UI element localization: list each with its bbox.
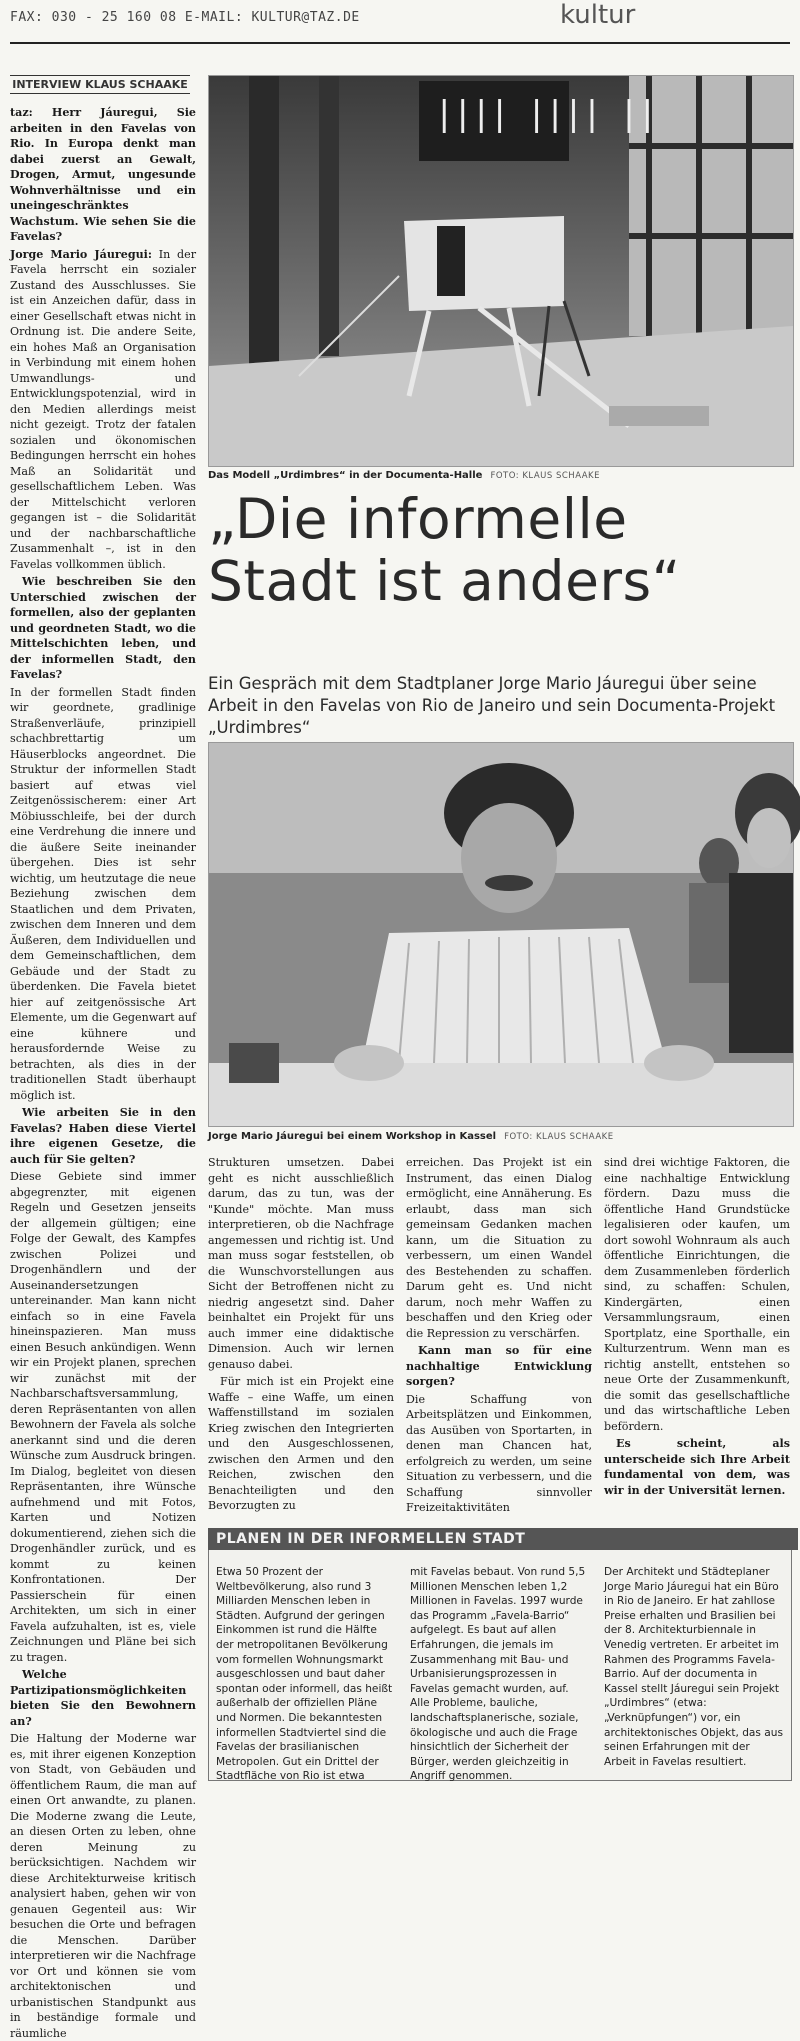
body-column-1 (208, 1155, 394, 1512)
answer-4: Die Haltung der Moderne war es, mit ihrer eigenen Konzeption von Stadt, von Gebäuden und öffentlichem Raum, die man auf einen Ort anwandte, zu planen. Die Moderne zwang die Leute, an diesen Orten zu leben, ohne deren Meinung zu berücksichtigen. Nachdem wir diese Architekturweise kritisch analysiert haben, gehen wir von genauen Gegenteil aus: Wir besuchen die Orte und befragen die Menschen. Darüber interpretieren wir die Nachfrage vor Ort und können sie vom architektonischen und urbanistischen Standpunkt aus in beständige formale und räumliche (10, 1732, 196, 2040)
infobox-column-1-text: Etwa 50 Prozent der Weltbevölkerung, also rund 3 Milliarden Menschen leben in Städten. Aufgrund der geringen Einkommen ist rund die Hälfte der metropolitanen Bevölkerung vom formellen Wohnungsmarkt ausgeschlossen und baut daher spontan oder informell, das heißt außerhalb der offiziellen Pläne und Normen. Die bekanntesten informellen Stadtviertel sind die Favelas der brasilianischen Metropolen. Gut ein Drittel der Stadtfläche von Rio ist etwa (216, 1566, 393, 1783)
body-column-1-paragraph-2: Für mich ist ein Projekt eine Waffe – eine Waffe, um einen Waffenstillstand im sozialen Krieg zwischen den Integrierten und den Ausgeschlossenen, zwischen den Armen und den Reichen, zwischen den Benachteiligten und den Bevorzugten zu (208, 1375, 394, 1512)
model-photo-illustration (209, 76, 793, 466)
question-2: Wie beschreiben Sie den Unterschied zwischen der formellen, also der geplanten und geordneten Stadt, wo die Mittelschichten leben, und der informellen Stadt, den Favelas? (10, 575, 196, 681)
body-column-2-paragraph-2: Die Schaffung von Arbeitsplätzen und Einkommen, das Ausüben von Sportarten, in denen man Chancen hat, erfolgreich zu werden, um seine Situation zu verbessern, und die Schaffung sinnvoller Freizeitaktivitäten (406, 1392, 592, 1514)
photo-workshop (208, 742, 794, 1127)
contact-line: FAX: 030 - 25 160 08 E-MAIL: KULTUR@TAZ.DE (10, 10, 360, 25)
answer-2: In der formellen Stadt finden wir geordnete, gradlinige Straßenverläufe, prinzipiell schachbrettartig um Häuserblocks angeordnet. Die Struktur der informellen Stadt basiert auf etwas viel Zeitgenössischerem: einer Art Möbiusschleife, bei der durch eine Verdrehung die innere und die äußere Seite ineinander übergehen. Dies ist sehr wichtig, um heutzutage die neue Beziehung zwischen dem Staatlichen und dem Privaten, zwischen dem Inneren und dem Äußeren, dem Individuellen und dem Gemeinschaftlichen, dem Gebäude und der Stadt zu überdenken. Die Favela bietet hier auf zeitgenössische Art Elemente, um die Gegenwart auf eine kühnere und herausfordernde Weise zu betrachten, als dies in der traditionellen Stadt überhaupt möglich ist. (10, 685, 196, 1102)
tally-marks: |||| |||| || (434, 94, 656, 134)
question-3: Wie arbeiten Sie in den Favelas? Haben diese Viertel ihre eigenen Gesetze, die auch für Sie gelten? (10, 1106, 196, 1166)
intro-question: taz: Herr Jáuregui, Sie arbeiten in den Favelas von Rio. In Europa denkt man dabei zuerst an Gewalt, Drogen, Armut, ungesunde Wohnverhältnisse und ein uneingeschränktes Wachstum. Wie sehen Sie die Favelas? (10, 106, 196, 243)
subheadline: Ein Gespräch mit dem Stadtplaner Jorge Mario Jáuregui über seine Arbeit in den Favelas von Rio de Janeiro und sein Documenta-Projekt „Urdimbres“ (208, 674, 776, 737)
body-column-1-paragraph-1: Strukturen umsetzen. Dabei geht es nicht ausschließlich darum, das zu tun, was der "Kunde" möchte. Man muss interpretieren, ob die Nachfrage angemessen und richtig ist. Und man muss sogar feststellen, ob die Wunschvorstellungen aus Sicht der Betroffenen nicht zu niedrig angesetzt sind. Daher beinhaltet ein Projekt für uns auch immer eine didaktische Dimension. Auch wir lernen genauso dabei. (208, 1156, 394, 1371)
photo1-caption-text: Das Modell „Urdimbres“ in der Documenta-Halle (208, 470, 483, 481)
headline-line-2: Stadt ist anders“ (208, 549, 681, 613)
photo-model (208, 75, 794, 467)
question-4: Welche Partizipationsmöglichkeiten bieten Sie den Bewohnern an? (10, 1668, 196, 1728)
byline: INTERVIEW KLAUS SCHAAKE (10, 75, 190, 94)
headline-line-1: „Die informelle (208, 487, 628, 551)
infobox-column-2-text: mit Favelas bebaut. Von rund 5,5 Millionen Menschen leben 1,2 Millionen in Favelas. 1997 wurde das Programm „Favela-Barrio“ aufgelegt. Es baut auf allen Erfahrungen, die jemals im Zusammenhang mit Bau- und Urbanisierungsprozessen in Favelas gemacht wurden, auf. Alle Probleme, bauliche, landschaftsplanerische, soziale, ökologische und auch die Frage hinsichtlich der Sicherheit der Bürger, werden gleichzeitig in Angriff genommen. (410, 1566, 586, 1783)
body-column-2 (406, 1155, 592, 1514)
infobox-title: PLANEN IN DER INFORMELLEN STADT (208, 1528, 798, 1550)
photo2-credit: FOTO: KLAUS SCHAAKE (504, 1132, 614, 1142)
left-column (10, 105, 196, 2040)
workshop-photo-illustration (209, 743, 793, 1126)
headline (208, 488, 798, 612)
body-column-3-question: Es scheint, als unterscheide sich Ihre Arbeit fundamental von dem, was wir in der Universität lernen. (604, 1437, 790, 1497)
body-column-2-question: Kann man so für eine nachhaltige Entwicklung sorgen? (406, 1344, 592, 1388)
body-column-3-paragraph-1: sind drei wichtige Faktoren, die eine nachhaltige Entwicklung fördern. Dazu muss die öffentliche Hand Grundstücke legalisieren oder kaufen, um dort sowohl Wohnraum als auch öffentliche Einrichtungen, die dem Zusammenleben förderlich sind, zu schaffen: Schulen, Kindergärten, einen Versammlungsraum, einen Sportplatz, eine Sporthalle, ein Kulturzentrum. Wenn man es richtig anstellt, entstehen so neue Orte der Zusammenkunft, die somit das gesellschaftliche und das wirtschaftliche Leben befördern. (604, 1156, 790, 1433)
photo2-caption-text: Jorge Mario Jáuregui bei einem Workshop in Kassel (208, 1131, 497, 1142)
photo1-credit: FOTO: KLAUS SCHAAKE (490, 471, 601, 481)
infobox-column-3 (604, 1565, 784, 1769)
photo1-caption (208, 470, 600, 481)
answer-3: Diese Gebiete sind immer abgegrenzter, mit eigenen Regeln und Gesetzen jenseits der allgemein gültigen; eine Folge der Gewalt, des Kampfes zwischen Polizei und Drogenhändlern und der Auseinandersetzungen untereinander. Man kann nicht einfach so in eine Favela hineinspazieren. Man muss einen Besuch ankündigen. Wenn wir ein Projekt planen, sprechen wir zunächst mit der Nachbarschaftsversammlung, deren Repräsentanten von allen Bewohnern der Favela als solche anerkannt sind und die deren Wünsche zum Ausdruck bringen. Im Dialog, begleitet von diesen Repräsentanten, ihre Wünsche aufnehmend und mit Fotos, Karten und Notizen dokumentierend, ziehen sich die Drogenhändler zurück, und es kommt zu keinen Konfrontationen. Der Passierschein für einen Architekten, um sich in einer Favela aufzuhalten, ist es, viele Zeichnungen und Pläne bei sich zu tragen. (10, 1170, 196, 1664)
body-column-3 (604, 1155, 790, 1497)
infobox-column-3-text: Der Architekt und Städteplaner Jorge Mario Jáuregui hat ein Büro in Rio de Janeiro. Er hat zahllose Preise erhalten und Brasilien bei der 8. Architekturbiennale in Venedig vertreten. Er arbeitet im Rahmen des Programms Favela-Barrio. Auf der documenta in Kassel stellt Jáuregui sein Projekt „Urdimbres“ (etwa: „Verknüpfungen“) vor, ein architektonisches Objekt, das aus seinen Erfahrungen mit der Arbeit in Favelas resultiert. (604, 1566, 784, 1768)
answer-1-text: In der Favela herrscht ein sozialer Zustand des Ausschlusses. Sie ist ein Anzeichen dafür, dass in einer Gesellschaft etwas nicht in Ordnung ist. Die andere Seite, ein hohes Maß an Organisation in Verbindung mit einem hohen Umwandlungs- und Entwicklungspotenzial, wird in den Medien allerdings meist nicht gezeigt. Trotz der fatalen sozialen und ökonomischen Bedingungen herrscht ein hohes Maß an Solidarität und gesellschaftlichem Leben. Was der Mittelschicht verloren gegangen ist – die Solidarität und der nachbarschaftliche Zusammenhalt –, ist in den Favelas vollkommen üblich. (10, 247, 196, 571)
infobox-column-2 (410, 1565, 590, 1784)
infobox-column-1 (216, 1565, 396, 1784)
section-title: kultur (560, 0, 636, 30)
body-column-2-paragraph-1: erreichen. Das Projekt ist ein Instrument, das einen Dialog ermöglicht, eine Annäherung. Es erlaubt, dass man sich gemeinsam Gedanken machen kann, um die Situation zu verbessern, um einen Wandel des Bestehenden zu schaffen. Darum geht es. Und nicht darum, noch mehr Waffen zu beschaffen und den Krieg oder die Repression zu verschärfen. (406, 1156, 592, 1340)
answer-1 (10, 247, 196, 573)
header-rule (10, 42, 790, 44)
photo2-caption (208, 1131, 614, 1142)
interviewee-name: Jorge Mario Jáuregui: (10, 247, 152, 261)
